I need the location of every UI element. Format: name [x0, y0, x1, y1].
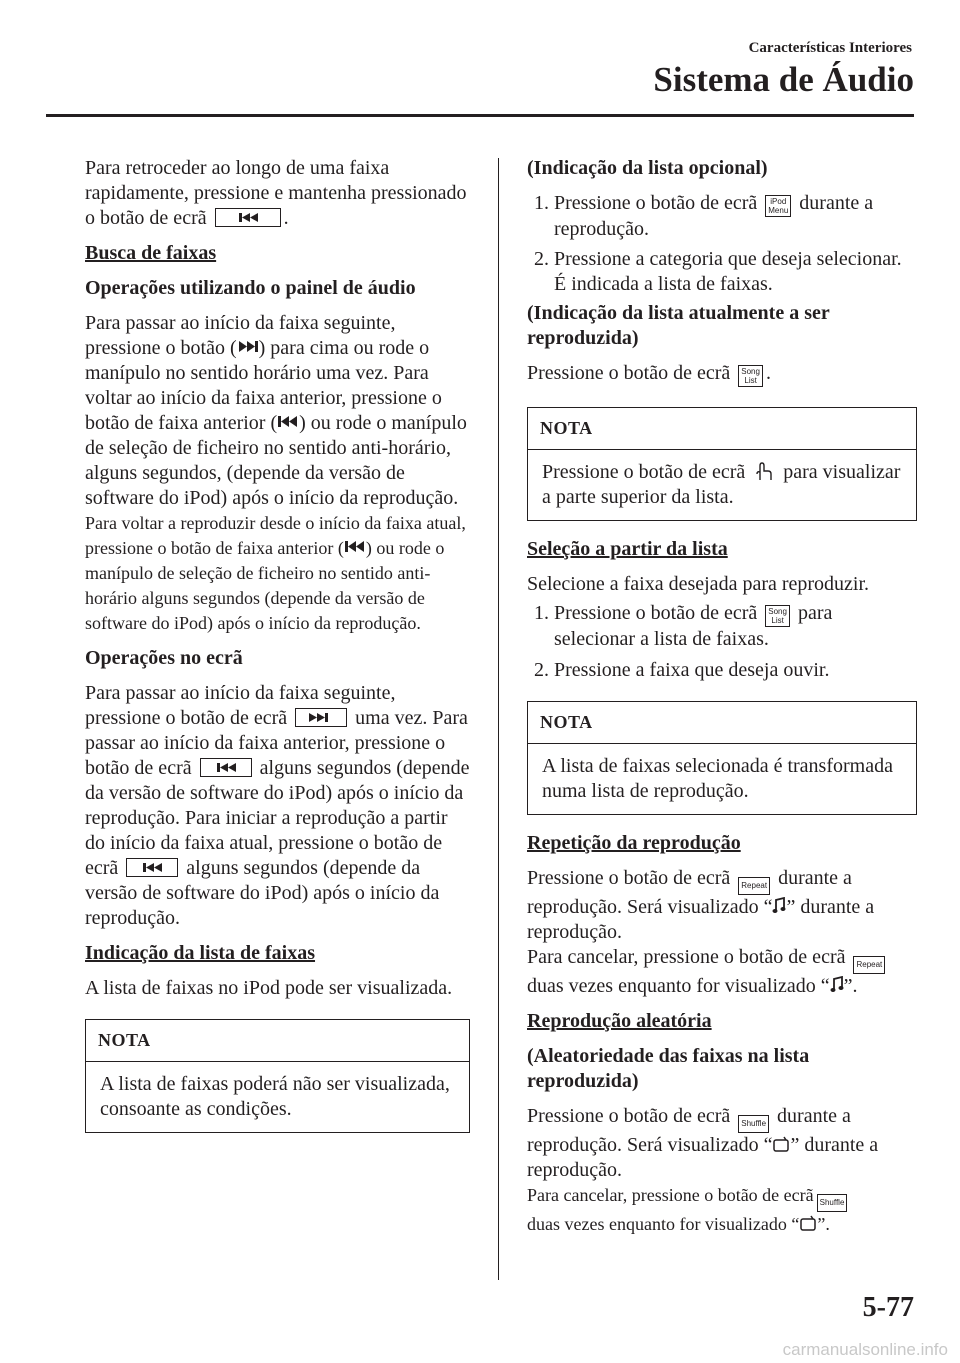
shuffle-icon: Shuffle — [738, 1115, 769, 1133]
paragraph: Para cancelar, pressione o botão de ecrã Shuffle duas vezes enquanto for visualizado “ ”. — [527, 1183, 917, 1237]
watermark: carmanualsonline.info — [782, 1340, 948, 1359]
prev-track-icon — [277, 413, 299, 432]
next-track-icon — [295, 708, 347, 727]
section-heading: Repetição da reprodução — [527, 832, 741, 854]
subheading: (Aleatoriedade das faixas na lista reproduzida) — [527, 1045, 810, 1092]
note-box — [527, 701, 917, 815]
hand-touch-icon — [753, 462, 775, 481]
ipod-menu-icon: iPod Menu — [765, 195, 791, 217]
section-heading: Busca de faixas — [85, 242, 217, 264]
shuffle-indicator-icon — [799, 1214, 817, 1233]
note-title: NOTA — [528, 408, 916, 450]
paragraph: Pressione o botão de ecrã Shuffle durante a reprodução. Será visualizado “ ” durante a reprodução. — [527, 1105, 879, 1181]
page-number: 5-77 — [862, 1292, 914, 1323]
paragraph: Pressione o botão de ecrã Song List . — [527, 362, 771, 385]
repeat-icon: Repeat — [738, 877, 770, 895]
list-item: 2. Pressione a categoria que deseja selecionar. É indicada a lista de faixas. — [554, 247, 917, 297]
header-section: Características Interiores — [748, 40, 912, 56]
section-heading: Indicação da lista de faixas — [85, 942, 316, 964]
steps-list — [527, 191, 917, 297]
paragraph: Para retroceder ao longo de uma faixa rapidamente, pressione e mantenha pressionado o botão de ecrã . — [85, 157, 467, 229]
list-item: 1. Pressione o botão de ecrã iPod Menu durante a reprodução. — [554, 191, 917, 242]
list-item: 1. Pressione o botão de ecrã Song List para selecionar a lista de faixas. — [554, 601, 917, 652]
note-body: A lista de faixas poderá não ser visualizada, consoante as condições. — [100, 1073, 450, 1120]
paragraph: Para passar ao início da faixa seguinte, pressione o botão ( ) para cima ou rode o manípulo no sentido horário uma vez. Para voltar ao início da faixa anterior, pressione o botão de faixa anterior ( ) ou rode o manípulo de seleção de ficheiro no sentido anti-horário, alguns segundos, (depende da versão de software do iPod) após o início da reprodução. — [85, 312, 467, 509]
note-title: NOTA — [86, 1020, 469, 1062]
note-box — [527, 407, 917, 521]
next-track-icon — [237, 338, 259, 357]
section-heading: Reprodução aleatória — [527, 1010, 712, 1032]
repeat-icon: Repeat — [853, 956, 885, 974]
note-body: Pressione o botão de ecrã para visualizar a parte superior da lista. — [542, 461, 901, 508]
section-heading: Seleção a partir da lista — [527, 538, 728, 560]
note-box — [85, 1019, 470, 1133]
note-title: NOTA — [528, 702, 916, 744]
subheading: (Indicação da lista atualmente a ser reproduzida) — [527, 302, 830, 349]
left-column — [85, 156, 470, 1149]
song-list-icon: Song List — [765, 605, 790, 627]
prev-track-icon — [126, 858, 178, 877]
page-title: Sistema de Áudio — [653, 60, 914, 99]
steps-list — [527, 601, 917, 683]
paragraph: Pressione o botão de ecrã Repeat durante a reprodução. Será visualizado “ ” durante a reprodução. Para cancelar, pressione o botão de ecrã Repeat duas vezes enquanto for visualizado “ ”. — [527, 866, 917, 999]
shuffle-indicator-icon — [772, 1135, 790, 1154]
subheading: Operações utilizando o painel de áudio — [85, 277, 416, 299]
header-rule — [46, 114, 914, 117]
subheading: Operações no ecrã — [85, 647, 243, 669]
paragraph: Selecione a faixa desejada para reproduzir. — [527, 573, 870, 595]
song-list-icon: Song List — [738, 365, 763, 387]
paragraph: Para passar ao início da faixa seguinte, pressione o botão de ecrã uma vez. Para passar ao início da faixa anterior, pressione o botão de ecrã alguns segundos (depende da versão de software do iPod) após o início da reprodução. Para iniciar a reprodução a partir do início da faixa atual, pressione o botão de ecrã alguns segundos (depende da versão de software do iPod) após o início da reprodução. — [85, 682, 470, 929]
repeat-indicator-icon — [830, 976, 844, 995]
shuffle-icon: Shuffle — [817, 1194, 848, 1212]
paragraph: A lista de faixas no iPod pode ser visualizada. — [85, 977, 453, 999]
prev-track-icon — [344, 538, 366, 557]
repeat-indicator-icon — [772, 897, 786, 916]
prev-track-icon — [215, 208, 281, 227]
list-item: 2. Pressione a faixa que deseja ouvir. — [554, 658, 917, 683]
subheading: (Indicação da lista opcional) — [527, 157, 768, 179]
column-divider — [498, 158, 499, 1280]
paragraph: Para voltar a reproduzir desde o início da faixa atual, pressione o botão de faixa anterior ( ) ou rode o manípulo de seleção de ficheiro no sentido anti-horário alguns segundos (depende da versão de software do iPod) após o início da reprodução. — [85, 513, 466, 633]
note-body: A lista de faixas selecionada é transformada numa lista de reprodução. — [542, 755, 893, 802]
prev-track-icon — [200, 758, 252, 777]
right-column — [527, 156, 917, 1247]
